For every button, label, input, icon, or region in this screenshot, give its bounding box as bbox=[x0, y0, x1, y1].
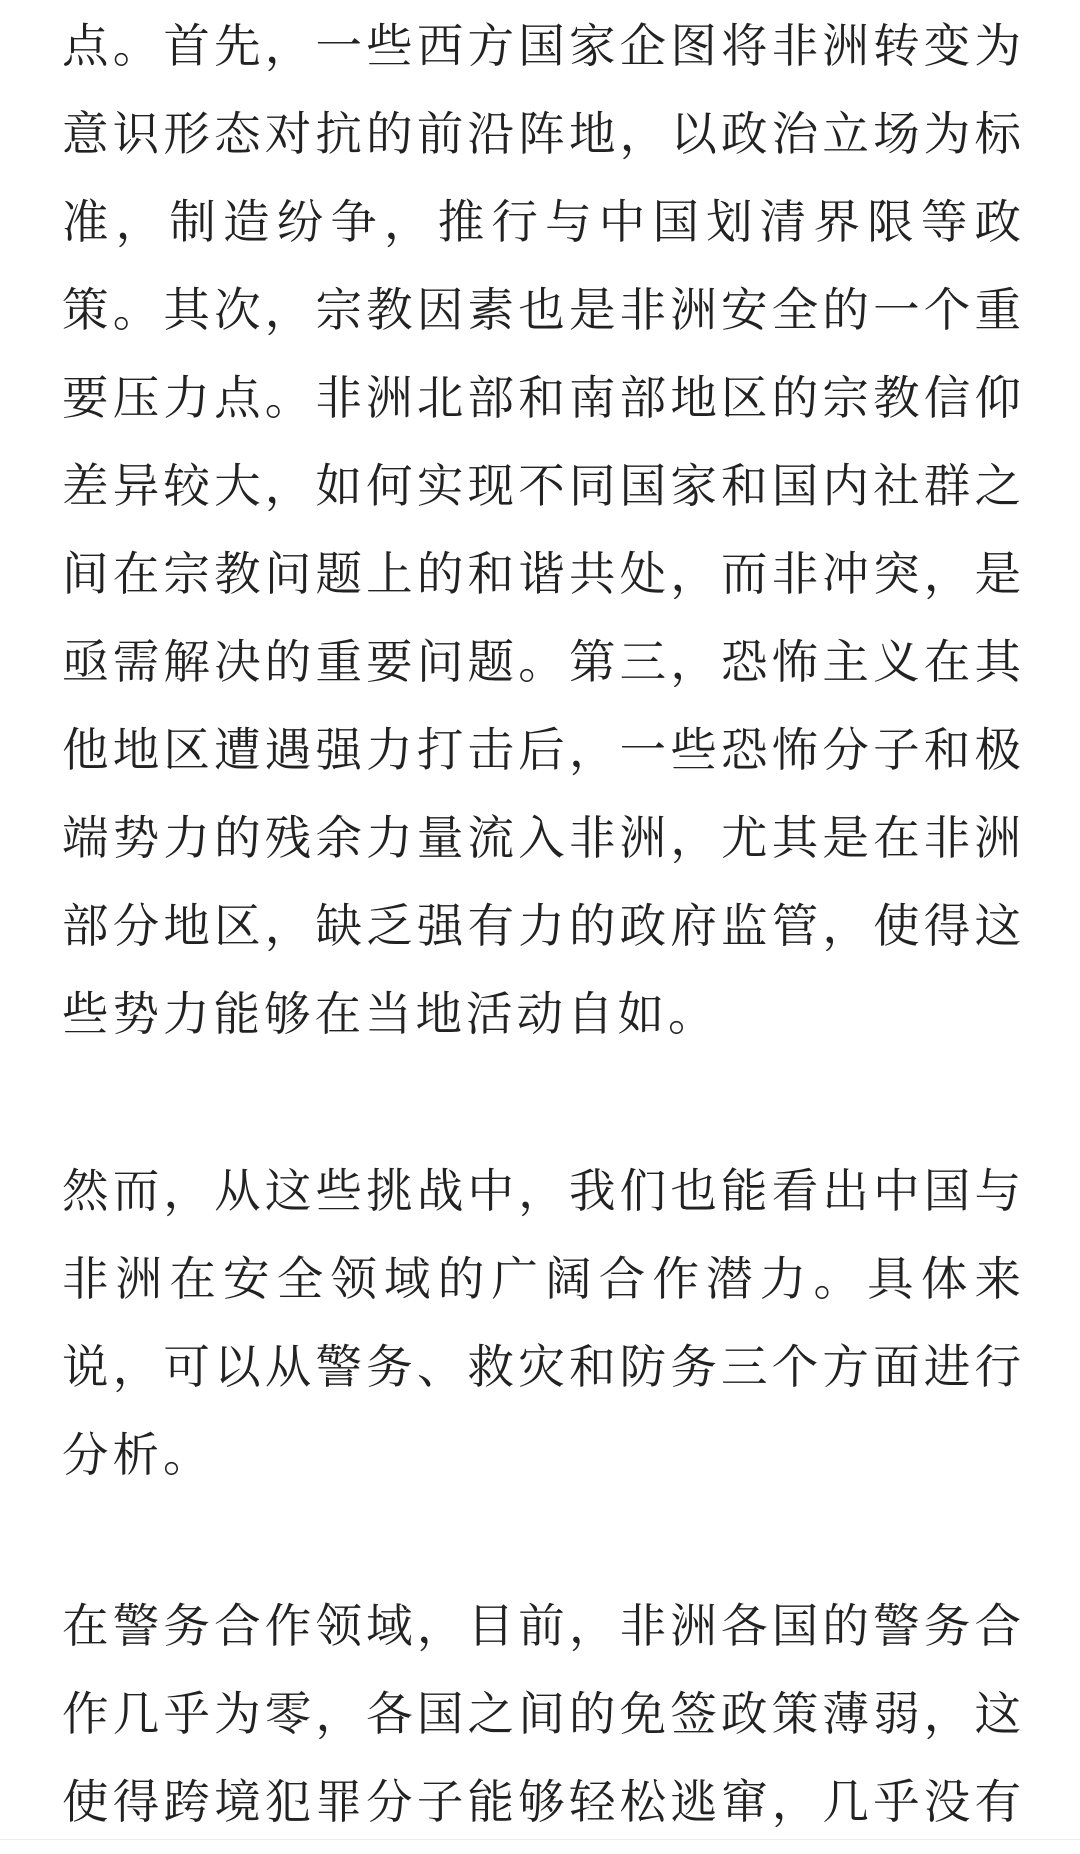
text-line: 亟需解决的重要问题。第三，恐怖主义在其 bbox=[62, 635, 1022, 689]
text-line: 说，可以从警务、救灾和防务三个方面进行 bbox=[62, 1340, 1022, 1394]
text-line: 作几乎为零，各国之间的免签政策薄弱，这 bbox=[62, 1687, 1022, 1741]
text-line: 端势力的残余力量流入非洲，尤其是在非洲 bbox=[62, 811, 1022, 865]
text-line: 在警务合作领域，目前，非洲各国的警务合 bbox=[62, 1599, 1022, 1653]
text-line: 然而，从这些挑战中，我们也能看出中国与 bbox=[62, 1164, 1022, 1218]
text-line: 些势力能够在当地活动自如。 bbox=[62, 987, 719, 1041]
bottom-edge bbox=[0, 1839, 1080, 1854]
text-line: 部分地区，缺乏强有力的政府监管，使得这 bbox=[62, 899, 1022, 953]
text-line: 意识形态对抗的前沿阵地，以政治立场为标 bbox=[62, 107, 1022, 161]
text-line: 分析。 bbox=[62, 1428, 214, 1482]
text-line: 间在宗教问题上的和谐共处，而非冲突，是 bbox=[62, 547, 1022, 601]
text-line: 策。其次，宗教因素也是非洲安全的一个重 bbox=[62, 283, 1022, 337]
text-line: 非洲在安全领域的广阔合作潜力。具体来 bbox=[62, 1252, 1022, 1306]
text-line: 使得跨境犯罪分子能够轻松逃窜，几乎没有 bbox=[62, 1775, 1022, 1829]
text-line: 差异较大，如何实现不同国家和国内社群之 bbox=[62, 459, 1022, 513]
text-line: 准，制造纷争，推行与中国划清界限等政 bbox=[62, 195, 1022, 249]
text-line: 点。首先，一些西方国家企图将非洲转变为 bbox=[62, 19, 1022, 73]
text-line: 他地区遭遇强力打击后，一些恐怖分子和极 bbox=[62, 723, 1022, 777]
text-line: 要压力点。非洲北部和南部地区的宗教信仰 bbox=[62, 371, 1022, 425]
